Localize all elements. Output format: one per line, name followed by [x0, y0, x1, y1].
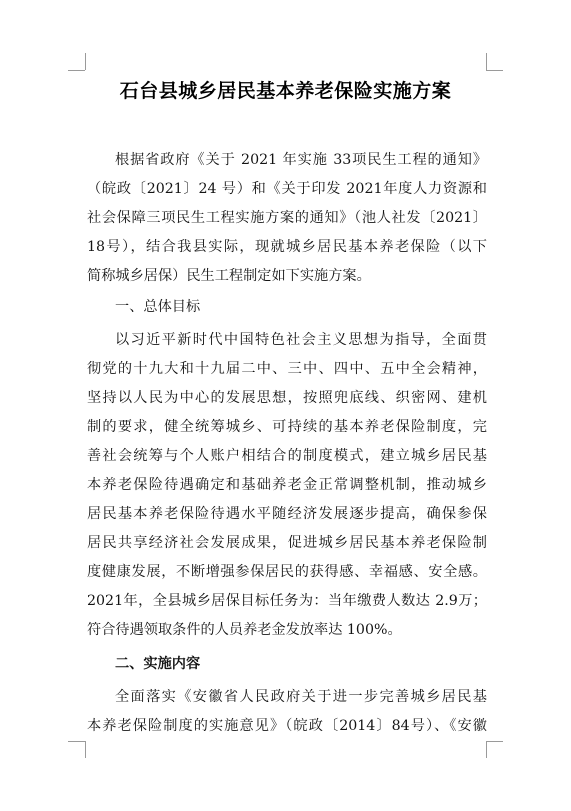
goal-line-7: 居民基本养老保险待遇水平随经济发展逐步提高，确保参保 [87, 506, 487, 522]
goal-line-2: 彻党的十九大和十九届二中、三中、四中、五中全会精神， [87, 361, 487, 377]
crop-mark-bottom-right-v [486, 741, 487, 758]
intro-line-4: 18号），结合我县实际，现就城乡居民基本养老保险（以下 [87, 239, 487, 255]
crop-mark-top-left-v [85, 53, 86, 70]
goal-line-9: 度健康发展，不断增强参保居民的获得感、幸福感、安全感。 [87, 564, 487, 580]
content-line-2: 本养老保险制度的实施意见》（皖政〔2014〕84号）、《安徽 [87, 718, 487, 734]
goal-line-3: 坚持以人民为中心的发展思想，按照兜底线、织密网、建机 [87, 390, 487, 406]
crop-mark-top-right-v [486, 53, 487, 70]
crop-mark-bottom-left-h [68, 741, 85, 742]
goal-line-5: 善社会统筹与个人账户相结合的制度模式，建立城乡居民基 [87, 448, 487, 464]
crop-mark-top-left-h [68, 70, 85, 71]
section-heading-goal: 一、总体目标 [115, 299, 201, 315]
section-heading-content: 二、实施内容 [115, 656, 201, 672]
intro-line-1: 根据省政府《关于 2021 年实施 33项民生工程的通知》 [115, 152, 487, 168]
goal-line-6: 本养老保险待遇确定和基础养老金正常调整机制，推动城乡 [87, 477, 487, 493]
goal-line-10: 2021年，全县城乡居保目标任务为：当年缴费人数达 2.9万； [87, 593, 487, 609]
crop-mark-bottom-right-h [486, 741, 503, 742]
crop-mark-bottom-left-v [85, 741, 86, 758]
crop-mark-top-right-h [486, 70, 503, 71]
intro-line-3: 社会保障三项民生工程实施方案的通知》（池人社发〔2021〕 [87, 210, 487, 226]
document-title: 石台县城乡居民基本养老保险实施方案 [119, 80, 452, 102]
goal-line-11: 符合待遇领取条件的人员养老金发放率达 100%。 [87, 622, 402, 638]
goal-line-1: 以习近平新时代中国特色社会主义思想为指导，全面贯 [115, 332, 487, 348]
intro-line-5: 简称城乡居保）民生工程制定如下实施方案。 [87, 268, 371, 284]
goal-line-8: 居民共享经济社会发展成果，促进城乡居民基本养老保险制 [87, 535, 487, 551]
goal-line-4: 制的要求，健全统筹城乡、可持续的基本养老保险制度，完 [87, 419, 487, 435]
content-line-1: 全面落实《安徽省人民政府关于进一步完善城乡居民基 [115, 689, 487, 705]
intro-line-2: （皖政〔2021〕24 号）和《关于印发 2021年度人力资源和 [87, 181, 487, 197]
